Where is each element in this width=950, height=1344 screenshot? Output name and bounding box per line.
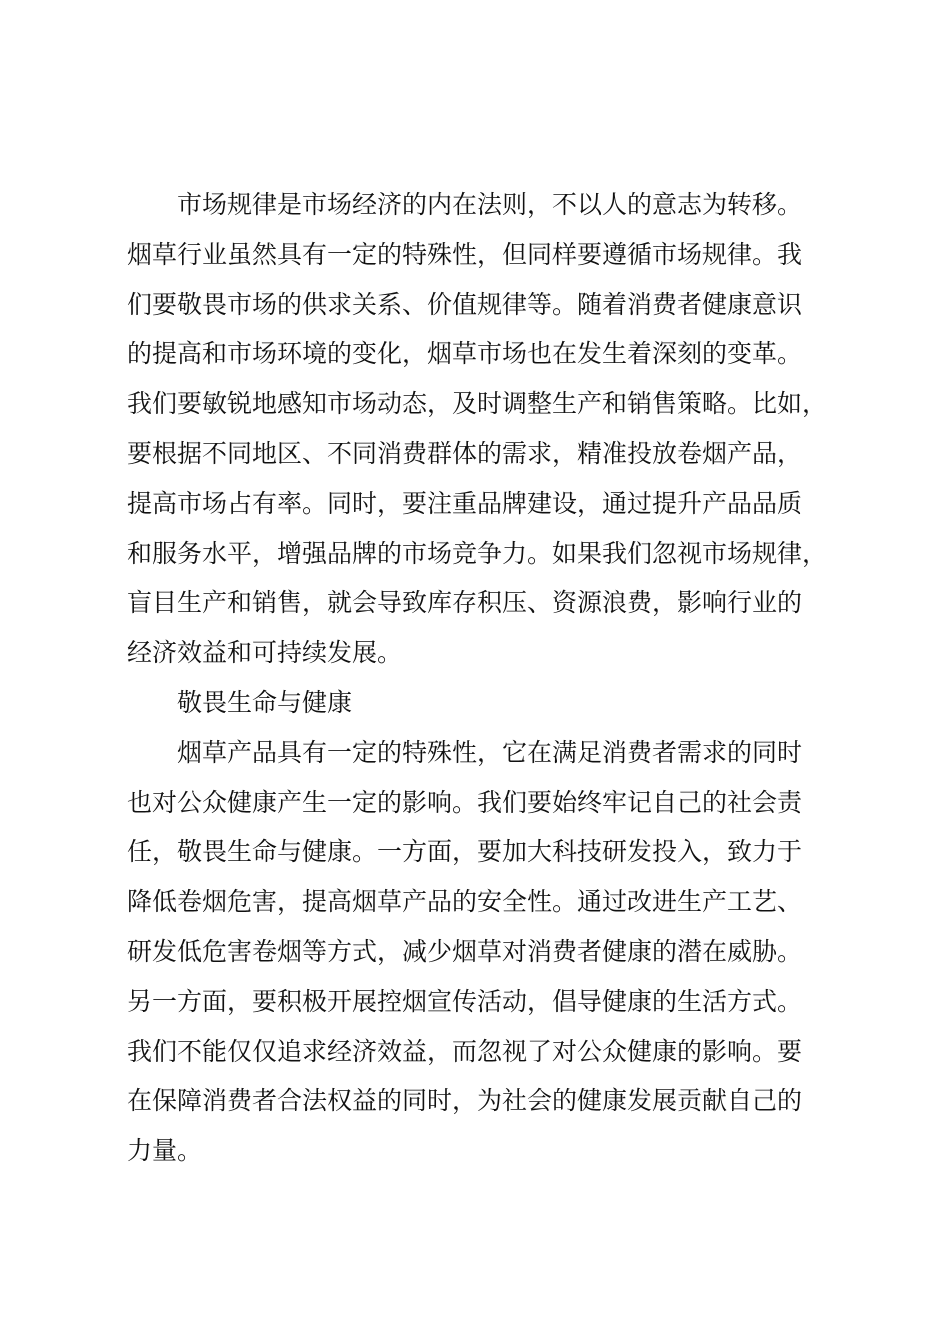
paragraph-line: 烟草行业虽然具有一定的特殊性，但同样要遵循市场规律。我 bbox=[127, 239, 803, 269]
paragraph-line: 市场规律是市场经济的内在法则，不以人的意志为转移。 bbox=[177, 190, 803, 219]
paragraph-line: 力量。 bbox=[127, 1136, 203, 1166]
paragraph-line: 我们不能仅仅追求经济效益，而忽视了对公众健康的影响。要 bbox=[127, 1036, 803, 1066]
paragraph-line: 烟草产品具有一定的特殊性，它在满足消费者需求的同时 bbox=[177, 737, 803, 767]
paragraph-line: 在保障消费者合法权益的同时，为社会的健康发展贡献自己的 bbox=[127, 1086, 803, 1116]
paragraph-line: 要根据不同地区、不同消费群体的需求，精准投放卷烟产品， bbox=[127, 438, 803, 468]
paragraph-line: 任，敬畏生命与健康。一方面，要加大科技研发投入，致力于 bbox=[127, 837, 803, 867]
paragraph-line: 提高市场占有率。同时，要注重品牌建设，通过提升产品品质 bbox=[127, 488, 803, 518]
paragraph-line: 的提高和市场环境的变化，烟草市场也在发生着深刻的变革。 bbox=[127, 339, 803, 369]
paragraph-line: 另一方面，要积极开展控烟宣传活动，倡导健康的生活方式。 bbox=[127, 986, 803, 1016]
paragraph-line: 研发低危害卷烟等方式，减少烟草对消费者健康的潜在威胁。 bbox=[127, 936, 803, 966]
paragraph-line: 也对公众健康产生一定的影响。我们要始终牢记自己的社会责 bbox=[127, 787, 803, 817]
paragraph-market-rules bbox=[127, 180, 827, 678]
paragraph-line: 盲目生产和销售，就会导致库存积压、资源浪费，影响行业的 bbox=[127, 588, 803, 618]
paragraph-line: 和服务水平，增强品牌的市场竞争力。如果我们忽视市场规律， bbox=[127, 538, 828, 568]
paragraph-line: 们要敬畏市场的供求关系、价值规律等。随着消费者健康意识 bbox=[127, 289, 803, 319]
paragraph-life-health bbox=[127, 728, 827, 1176]
section-heading: 敬畏生命与健康 bbox=[177, 687, 353, 717]
document-body bbox=[127, 180, 827, 1176]
paragraph-line: 降低卷烟危害，提高烟草产品的安全性。通过改进生产工艺、 bbox=[127, 887, 803, 917]
paragraph-line: 经济效益和可持续发展。 bbox=[127, 638, 403, 668]
paragraph-line: 我们要敏锐地感知市场动态，及时调整生产和销售策略。比如， bbox=[127, 389, 828, 419]
